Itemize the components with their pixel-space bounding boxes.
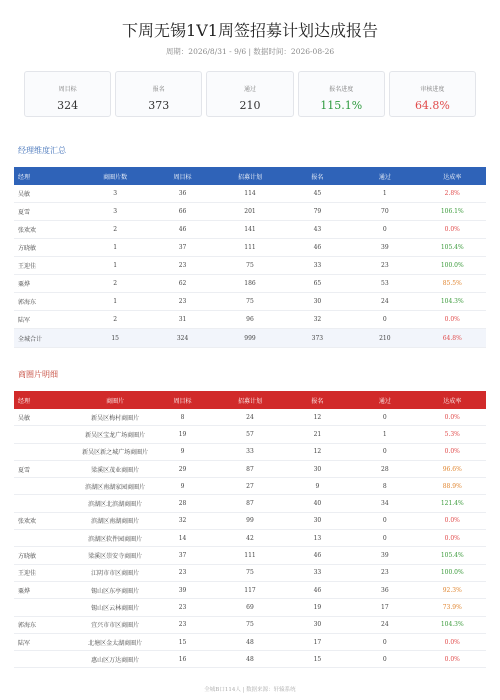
area-name: 滨湖区北滨湖商圈片 [81,495,148,512]
manager-name: 张欢欢 [14,221,81,239]
area-name: 宜兴市市区商圈片 [81,616,148,633]
table-cell: 23 [149,599,216,616]
table-cell: 23 [149,564,216,581]
table-cell: 0 [351,311,418,329]
table-cell: 23 [149,293,216,311]
table-cell: 24 [216,409,283,426]
table-cell: 75 [216,564,283,581]
table-cell: 0.0% [419,651,486,668]
manager-table-header [14,167,486,185]
table-cell: 70 [351,203,418,221]
manager-name [14,478,81,495]
area-name: 梁溪区茂业商圈片 [81,460,148,477]
table-cell: 23 [351,564,418,581]
table-cell: 1 [81,257,148,275]
column-header: 通过 [351,391,418,409]
table-cell: 57 [216,426,283,443]
column-header: 达成率 [419,167,486,185]
table-cell: 0 [351,633,418,650]
column-header: 通过 [351,167,418,185]
table-cell: 373 [284,329,351,348]
area-section-title: 商圈片明细 [18,370,58,379]
manager-name: 粟烨 [14,581,81,598]
area-name: 新吴区新之城广场商圈片 [81,443,148,460]
report-period: 周期：2026/8/31 - 9/6 | 数据时间：2026-08-26 [165,47,335,56]
column-header: 周目标 [149,391,216,409]
column-header: 达成率 [419,391,486,409]
summary-card [298,71,385,117]
table-cell: 324 [149,329,216,348]
table-cell: 46 [284,239,351,257]
area-detail-table [14,391,486,668]
table-row [14,443,486,460]
table-cell: 48 [216,651,283,668]
table-cell: 8 [149,409,216,426]
table-cell: 29 [149,460,216,477]
manager-name [14,530,81,547]
area-name: 惠山区万达商圈片 [81,651,148,668]
table-row [14,409,486,426]
table-cell: 100.0% [419,257,486,275]
summary-card-value: 115.1% [320,99,363,112]
table-cell: 17 [284,633,351,650]
table-cell: 87 [216,495,283,512]
column-header: 商圈片数 [81,167,148,185]
table-cell: 141 [216,221,283,239]
column-header: 经理 [14,167,81,185]
table-cell: 48 [216,633,283,650]
manager-name: 方晓敏 [14,239,81,257]
manager-name: 吴敏 [14,409,81,426]
table-cell: 96 [216,311,283,329]
table-cell: 12 [284,443,351,460]
table-row [14,616,486,633]
table-cell: 53 [351,275,418,293]
table-cell: 30 [284,512,351,529]
table-cell: 9 [149,443,216,460]
table-cell: 62 [149,275,216,293]
area-name: 新吴区宝龙广场商圈片 [81,426,148,443]
table-cell: 88.9% [419,478,486,495]
table-cell: 96.6% [419,460,486,477]
table-cell: 1 [351,426,418,443]
table-cell: 1 [351,185,418,203]
manager-name: 张欢欢 [14,512,81,529]
table-cell: 87 [216,460,283,477]
manager-name [14,599,81,616]
table-cell: 32 [149,512,216,529]
table-cell: 111 [216,547,283,564]
table-cell: 30 [284,293,351,311]
table-row [14,293,486,311]
table-cell: 0.0% [419,530,486,547]
table-row [14,633,486,650]
table-cell: 36 [351,581,418,598]
table-cell: 34 [351,495,418,512]
table-cell: 0 [351,651,418,668]
summary-card-value: 64.8% [414,99,450,112]
table-row [14,275,486,293]
column-header: 经理 [14,391,81,409]
column-header: 周目标 [149,167,216,185]
table-cell: 117 [216,581,283,598]
table-cell: 23 [149,257,216,275]
table-row [14,185,486,203]
manager-summary-table [14,167,486,348]
table-cell: 1 [81,239,148,257]
table-cell: 2 [81,311,148,329]
table-row [14,426,486,443]
table-cell: 28 [351,460,418,477]
area-name: 滨湖区南湖商圈片 [81,512,148,529]
table-row [14,564,486,581]
table-row [14,239,486,257]
manager-name: 陆军 [14,633,81,650]
table-cell: 32 [284,311,351,329]
table-cell: 111 [216,239,283,257]
column-header: 报名 [284,391,351,409]
table-cell: 0.0% [419,443,486,460]
summary-card [206,71,293,117]
table-cell: 64.8% [419,329,486,348]
table-cell: 31 [149,311,216,329]
table-cell: 12 [284,409,351,426]
summary-card [24,71,111,117]
table-cell: 24 [351,616,418,633]
table-cell: 69 [216,599,283,616]
table-cell: 65 [284,275,351,293]
table-cell: 106.1% [419,203,486,221]
summary-card-label: 报名 [152,86,165,93]
manager-name: 陆军 [14,311,81,329]
summary-card [389,71,476,117]
table-row [14,581,486,598]
manager-name: 方晓敏 [14,547,81,564]
table-cell: 46 [284,547,351,564]
table-cell: 42 [216,530,283,547]
area-name: 新吴区梅村商圈片 [81,409,148,426]
total-label: 全城合计 [14,329,81,348]
table-cell: 15 [149,633,216,650]
table-cell: 0.0% [419,512,486,529]
manager-name [14,426,81,443]
table-row [14,257,486,275]
table-cell: 23 [351,257,418,275]
table-cell: 999 [216,329,283,348]
manager-name: 王迎佳 [14,257,81,275]
area-table-header [14,391,486,409]
table-cell: 66 [149,203,216,221]
table-cell: 43 [284,221,351,239]
summary-card-label: 报名进度 [329,86,354,93]
table-row [14,530,486,547]
table-cell: 17 [351,599,418,616]
table-cell: 210 [351,329,418,348]
summary-card-value: 324 [57,99,79,112]
table-cell: 100.0% [419,564,486,581]
table-cell: 37 [149,239,216,257]
table-cell: 121.4% [419,495,486,512]
table-cell: 39 [149,581,216,598]
manager-name: 夏雪 [14,460,81,477]
table-cell: 2 [81,275,148,293]
table-cell: 46 [149,221,216,239]
table-cell: 201 [216,203,283,221]
table-cell: 14 [149,530,216,547]
table-cell: 9 [284,478,351,495]
manager-section-title: 经理维度汇总 [18,146,66,155]
table-cell: 79 [284,203,351,221]
table-row [14,495,486,512]
table-cell: 23 [149,616,216,633]
table-row [14,478,486,495]
table-cell: 104.3% [419,293,486,311]
table-cell: 99 [216,512,283,529]
table-cell: 8 [351,478,418,495]
table-cell: 21 [284,426,351,443]
area-name: 北塘区金太湖商圈片 [81,633,148,650]
table-cell: 36 [149,185,216,203]
table-cell: 0.0% [419,633,486,650]
table-cell: 28 [149,495,216,512]
manager-name: 吴敏 [14,185,81,203]
table-row [14,221,486,239]
table-cell: 75 [216,257,283,275]
area-name: 滨湖区南湖家园商圈片 [81,478,148,495]
table-cell: 40 [284,495,351,512]
manager-name [14,651,81,668]
table-cell: 33 [284,564,351,581]
summary-card-label: 审核进度 [420,86,445,93]
column-header: 招募计划 [216,391,283,409]
manager-name [14,443,81,460]
area-name: 锡山区云林商圈片 [81,599,148,616]
table-cell: 39 [351,547,418,564]
area-name: 锡山区东亭商圈片 [81,581,148,598]
report-footer: 全城B口114人 | 数据来源：轩辕系统 [204,687,296,693]
table-row [14,547,486,564]
table-row [14,599,486,616]
table-cell: 33 [284,257,351,275]
table-cell: 0 [351,221,418,239]
manager-name: 粟烨 [14,275,81,293]
table-cell: 19 [284,599,351,616]
table-cell: 3 [81,203,148,221]
table-cell: 13 [284,530,351,547]
table-cell: 105.4% [419,547,486,564]
table-cell: 39 [351,239,418,257]
manager-name: 王迎佳 [14,564,81,581]
table-cell: 27 [216,478,283,495]
table-cell: 0 [351,409,418,426]
table-cell: 0.0% [419,409,486,426]
table-cell: 33 [216,443,283,460]
table-row [14,512,486,529]
table-cell: 30 [284,460,351,477]
table-cell: 37 [149,547,216,564]
table-cell: 15 [81,329,148,348]
table-cell: 1 [81,293,148,311]
table-cell: 2 [81,221,148,239]
area-name: 江阴市市区商圈片 [81,564,148,581]
table-row [14,311,486,329]
summary-cards [24,71,476,117]
summary-card-value: 373 [148,99,170,112]
table-cell: 0 [351,530,418,547]
table-cell: 75 [216,616,283,633]
column-header: 报名 [284,167,351,185]
table-cell: 45 [284,185,351,203]
table-cell: 15 [284,651,351,668]
table-row [14,203,486,221]
column-header: 商圈片 [81,391,148,409]
table-cell: 114 [216,185,283,203]
table-cell: 5.3% [419,426,486,443]
table-cell: 9 [149,478,216,495]
area-name: 滨湖区软件园商圈片 [81,530,148,547]
summary-card-label: 周目标 [58,86,77,93]
summary-card-value: 210 [239,99,261,112]
table-row [14,651,486,668]
table-cell: 75 [216,293,283,311]
table-cell: 46 [284,581,351,598]
table-row [14,460,486,477]
table-cell: 105.4% [419,239,486,257]
table-cell: 24 [351,293,418,311]
table-cell: 186 [216,275,283,293]
table-cell: 0.0% [419,221,486,239]
summary-card [115,71,202,117]
manager-name: 郭海东 [14,616,81,633]
table-cell: 0 [351,443,418,460]
table-cell: 92.3% [419,581,486,598]
manager-name: 郭海东 [14,293,81,311]
summary-card-label: 通过 [244,86,257,93]
table-cell: 0 [351,512,418,529]
table-cell: 104.3% [419,616,486,633]
table-cell: 2.8% [419,185,486,203]
table-cell: 85.5% [419,275,486,293]
area-name: 梁溪区崇安寺商圈片 [81,547,148,564]
total-row [14,329,486,348]
table-cell: 19 [149,426,216,443]
report-title: 下周无锡1V1周签招募计划达成报告 [122,21,378,40]
table-cell: 73.9% [419,599,486,616]
table-cell: 30 [284,616,351,633]
manager-name: 夏雪 [14,203,81,221]
table-cell: 16 [149,651,216,668]
table-cell: 3 [81,185,148,203]
table-cell: 0.0% [419,311,486,329]
column-header: 招募计划 [216,167,283,185]
manager-name [14,495,81,512]
